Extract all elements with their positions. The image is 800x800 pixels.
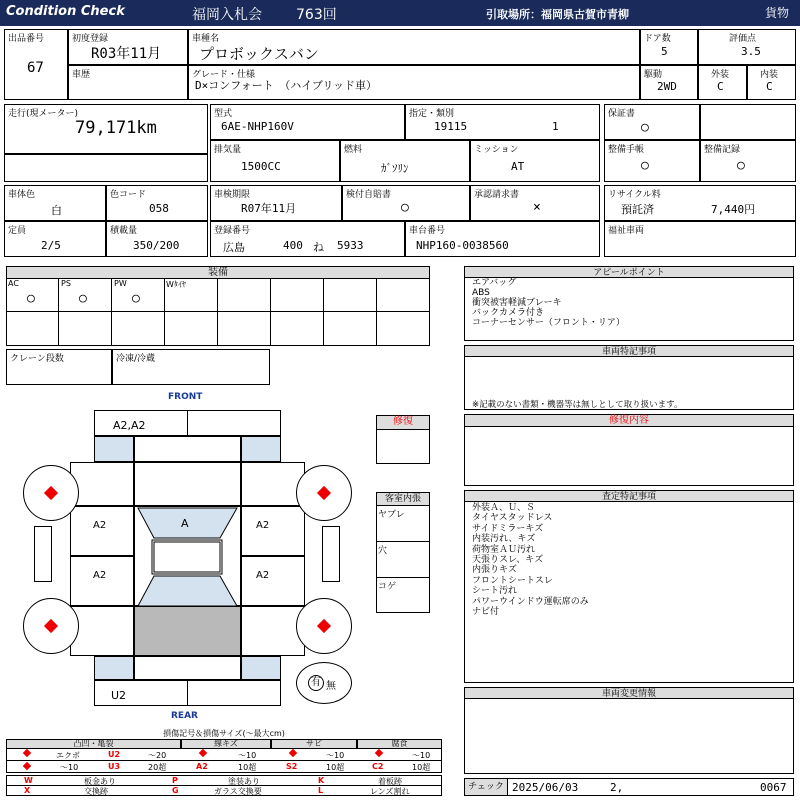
mission: AT (511, 160, 525, 173)
cabin-hole: 穴 (378, 546, 388, 556)
tire-front-left-icon[interactable] (23, 465, 79, 521)
legend-title: 損傷記号＆損傷サイズ(〜最大cm) (6, 729, 442, 740)
right-rear-door[interactable]: A2 (241, 556, 305, 606)
model-code: 6AE-NHP160V (221, 120, 294, 133)
left-rear-door[interactable]: A2 (70, 556, 134, 606)
drive: 2WD (657, 80, 677, 93)
check-label: チェック (464, 778, 508, 796)
doors-cell: ドア数 5 (640, 29, 698, 65)
symbol-x: X (24, 786, 31, 795)
color-code: 058 (149, 202, 169, 215)
body-color-cell: 車体色 白 (4, 185, 106, 221)
repair-box-title: 修復 (376, 415, 430, 430)
symbol-p-text: 塗装あり (228, 777, 260, 786)
right-mirror[interactable] (322, 526, 340, 582)
first-registration-cell: 初度登録 R03年11月 (68, 29, 188, 65)
legend-rust-code2: S2 (286, 762, 298, 771)
symbol-x-text: 交換跡 (84, 787, 108, 796)
mileage: 79,171km (75, 118, 157, 138)
chassis-cell: 車台番号 NHP160-0038560 (405, 221, 600, 257)
interior-cell: 内装 C (747, 65, 796, 100)
spare-tire-icon (296, 662, 352, 704)
certification-cell: 指定・類別 19115 1 (405, 104, 600, 140)
plate-number: 5933 (337, 239, 364, 252)
equip-ac-mark: ○ (27, 291, 35, 306)
car-name: プロボックスバン (199, 45, 319, 63)
symbol-g-text: ガラス交換要 (214, 787, 262, 796)
displacement: 1500CC (241, 160, 281, 173)
legend-dent-size1: 〜20 (148, 751, 167, 760)
self-insurance-cell: 検付自賠書 ○ (342, 185, 470, 221)
check-code: 0067 (760, 781, 787, 794)
plate-class: 400 (283, 239, 303, 252)
plate-kana: ね (313, 241, 324, 254)
windshield-mark: A (181, 517, 189, 530)
exterior-cell: 外装 C (698, 65, 747, 100)
legend-rust-size2: 10超 (326, 763, 345, 772)
recycle-status: 預託済 (621, 203, 654, 216)
front-label: FRONT (168, 392, 203, 402)
self-insurance-mark: ○ (401, 200, 409, 215)
legend-corrosion-code2: C2 (372, 762, 384, 771)
legend-group-scratch: 線キズ (181, 739, 271, 749)
score: 3.5 (741, 45, 761, 58)
legend-dent-a1: エクボ (56, 751, 80, 760)
rear-right-corner[interactable] (241, 656, 281, 680)
model-cell: 型式 6AE-NHP160V (210, 104, 405, 140)
approval-mark: × (533, 200, 541, 215)
tire-front-right-icon[interactable] (296, 465, 352, 521)
welfare-cell: 福祉車両 (604, 221, 796, 257)
pickup-location: 引取場所：福岡県古賀市青柳 (486, 8, 629, 21)
rear-bumper-panel[interactable]: U2 (94, 680, 281, 706)
front-left-fender[interactable] (70, 462, 134, 506)
special-title: 車両特記事項 (464, 345, 794, 357)
legend-dent-pre: 〜10 (60, 763, 79, 772)
body-color: 白 (51, 204, 62, 217)
tire-rear-right-icon[interactable] (296, 598, 352, 654)
change-info-box (464, 698, 794, 774)
equipment-grid (6, 278, 430, 346)
cowl-panel[interactable] (134, 462, 241, 506)
rear-left-corner[interactable] (94, 656, 134, 680)
drive-cell: 駆動 2WD (640, 65, 698, 100)
special-note: ※記載のない書類・機器等は無しとして取り扱います。 (472, 400, 683, 410)
cargo-floor[interactable] (134, 606, 241, 656)
rear-label: REAR (171, 711, 198, 721)
equip-ps-label: PS (61, 279, 71, 288)
cabin-title: 客室内張 (376, 492, 430, 506)
symbol-k: K (318, 776, 325, 785)
load-cell: 積載量 350/200 (106, 221, 208, 257)
history-cell: 車歴 (68, 65, 188, 100)
symbol-w-text: 板金あり (84, 777, 116, 786)
check-seq: 2, (610, 781, 624, 794)
cert-a: 19115 (434, 120, 468, 133)
first-registration: R03年11月 (91, 46, 162, 62)
hood-panel[interactable] (134, 436, 241, 462)
grade-cell: グレード・仕様 D×コンフォート （ハイブリッド車） (188, 65, 640, 100)
manual-cell: 整備手帳 ○ (604, 140, 700, 182)
left-mirror[interactable] (34, 526, 52, 582)
right-front-door[interactable]: A2 (241, 506, 305, 556)
recycle-fee: 7,440円 (711, 203, 756, 216)
legend-scratch-code2: A2 (196, 762, 208, 771)
warranty-mark: ○ (641, 120, 649, 135)
legend-group-rust: サビ (271, 739, 357, 749)
recycle-cell: リサイクル料 預託済 7,440円 (604, 185, 796, 221)
tire-rear-left-icon[interactable] (23, 598, 79, 654)
spare-tire-yes: 有 (308, 675, 324, 691)
inspection-cell: 車検期限 R07年11月 (210, 185, 342, 221)
spare-tire-no: 無 (326, 681, 336, 692)
service-mark: ○ (737, 158, 745, 173)
legend-group-corrosion: 腐食 (357, 739, 442, 749)
lot-number: 67 (27, 60, 44, 76)
header-bar (0, 0, 800, 26)
legend-scratch-size1: 〜10 (238, 751, 257, 760)
car-name-cell: 車種名 プロボックスバン (188, 29, 640, 65)
symbol-w: W (24, 776, 33, 785)
exterior-grade: C (717, 80, 724, 93)
front-right-corner[interactable] (241, 436, 281, 462)
appeal-lines: エアバッグ ABS 衝突被害軽減ブレーキ バックカメラ付き コーナーセンサー（フロント・リア） (472, 278, 625, 328)
brand-title: Condition Check (6, 4, 125, 19)
inspection-notes-lines: 外装Ａ、Ｕ、Ｓ タイヤスタッドレス サイドミラーキズ 内装汚れ、キズ 荷物室ＡＵ汚れ 天張りスレ、キズ 内張りキズ フロントシートスレ シート汚れ パワーウインドウ運転席のみ ナビ付 (472, 503, 589, 618)
cabin-burn: コゲ (378, 582, 397, 592)
score-cell: 評価点 3.5 (698, 29, 796, 65)
legend-scratch-size2: 10超 (238, 763, 257, 772)
capacity: 2/5 (41, 239, 61, 252)
doors: 5 (661, 45, 668, 58)
lot-cell: 出品番号 67 (4, 29, 68, 100)
equip-ac-label: AC (8, 279, 19, 288)
freezer-cell: 冷凍/冷蔵 (112, 349, 270, 385)
color-code-cell: 色コード 058 (106, 185, 208, 221)
front-left-corner[interactable] (94, 436, 134, 462)
change-info-title: 車両変更情報 (464, 687, 794, 699)
back-door[interactable] (134, 656, 241, 680)
cabin-tear: ヤブレ (378, 510, 405, 520)
crane-cell: クレーン段数 (6, 349, 112, 385)
legend-dent-code1: U2 (108, 750, 121, 759)
front-bumper-panel[interactable]: A2,A2 (94, 410, 281, 436)
equip-pw-label: PW (114, 279, 127, 288)
symbol-l-text: レンズ割れ (370, 787, 410, 796)
equip-pw-mark: ○ (132, 291, 140, 306)
service-record-cell: 整備記録 ○ (700, 140, 796, 182)
plate-cell: 登録番号 広島 400 ね 5933 (210, 221, 405, 257)
legend-dent-code2: U3 (108, 762, 121, 771)
symbol-k-text: 着板跡 (378, 777, 402, 786)
appeal-title: アピールポイント (464, 266, 794, 278)
plate-area: 広島 (223, 241, 245, 254)
equip-wtire-label: Wﾀｲﾔ (166, 280, 186, 289)
chassis-number: NHP160-0038560 (416, 239, 509, 252)
grade: D×コンフォート （ハイブリッド車） (195, 79, 377, 92)
equip-ps-mark: ○ (79, 291, 87, 306)
capacity-cell: 定員 2/5 (4, 221, 106, 257)
repair-detail-box (464, 426, 794, 486)
fuel-cell: 燃料 ｶﾞｿﾘﾝ (340, 140, 470, 182)
auction-name: 福岡入札会 (192, 7, 262, 23)
inspection-date: R07年11月 (241, 202, 297, 215)
mileage-blank (4, 154, 208, 182)
legend-dent-size2: 20超 (148, 763, 167, 772)
legend-rust-size1: 〜10 (326, 751, 345, 760)
fuel: ｶﾞｿﾘﾝ (381, 162, 409, 175)
legend-corrosion-size1: 〜10 (412, 751, 431, 760)
check-date: 2025/06/03 (512, 781, 579, 794)
symbol-g: G (172, 786, 179, 795)
cert-b: 1 (552, 120, 559, 133)
repair-detail-title: 修復内容 (464, 414, 794, 427)
warranty-blank (700, 104, 796, 140)
warranty-cell: 保証書 ○ (604, 104, 700, 140)
mission-cell: ミッション AT (470, 140, 600, 182)
equipment-title: 装備 (6, 266, 430, 279)
mileage-cell: 走行(現メーター) 79,171km (4, 104, 208, 154)
manual-mark: ○ (641, 158, 649, 173)
interior-grade: C (766, 80, 773, 93)
inspection-notes-title: 査定特記事項 (464, 490, 794, 502)
approval-cell: 承認請求書 × (470, 185, 600, 221)
load-capacity: 350/200 (133, 239, 180, 252)
symbol-l: L (318, 786, 324, 795)
vehicle-category: 貨物 (765, 6, 790, 20)
front-right-fender[interactable] (241, 462, 305, 506)
right-quarter[interactable] (241, 606, 305, 656)
left-front-door[interactable]: A2 (70, 506, 134, 556)
symbol-p: P (172, 776, 178, 785)
displacement-cell: 排気量 1500CC (210, 140, 340, 182)
legend-corrosion-size2: 10超 (412, 763, 431, 772)
auction-session: 763回 (296, 7, 337, 23)
legend-group-dent: 凸凹・亀裂 (6, 739, 181, 749)
left-quarter[interactable] (70, 606, 134, 656)
